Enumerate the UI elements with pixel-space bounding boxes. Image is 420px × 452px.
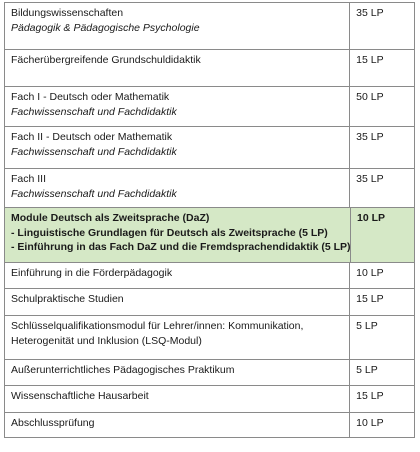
- module-cell: [5, 169, 350, 207]
- module-cell: [5, 360, 350, 385]
- module-title: Bildungswissenschaften: [11, 7, 124, 19]
- table-row: [5, 413, 415, 438]
- module-cell: [5, 316, 350, 359]
- module-subtitle: Fachwissenschaft und Fachdidaktik: [11, 145, 177, 158]
- module-cell: [5, 50, 350, 86]
- module-title: Wissenschaftliche Hausarbeit: [11, 390, 149, 402]
- module-title: Fach II - Deutsch oder Mathematik: [11, 131, 173, 143]
- credit-points: 50 LP: [350, 87, 415, 126]
- credit-points: 15 LP: [350, 50, 415, 86]
- module-subtitle: Pädagogik & Pädagogische Psychologie: [11, 21, 200, 34]
- module-title: Abschlussprüfung: [11, 417, 95, 429]
- module-cell: [5, 127, 350, 168]
- table-row: [5, 3, 415, 50]
- table-row: [5, 386, 415, 413]
- credit-points: 15 LP: [350, 386, 415, 412]
- credit-table: [4, 2, 415, 438]
- table-row: [5, 289, 415, 316]
- module-cell: [5, 3, 350, 49]
- table-row: [5, 87, 415, 127]
- module-title: Fach I - Deutsch oder Mathematik: [11, 91, 170, 103]
- table-row: [5, 169, 415, 208]
- module-title: Einführung in die Förderpädagogik: [11, 267, 173, 279]
- module-subtitle: Fachwissenschaft und Fachdidaktik: [11, 187, 177, 200]
- table-row: [5, 360, 415, 386]
- module-cell: [5, 208, 351, 262]
- module-cell: [5, 263, 350, 288]
- module-title: Schulpraktische Studien: [11, 293, 124, 305]
- module-cell: [5, 87, 350, 126]
- credit-points: 5 LP: [350, 316, 415, 359]
- module-detail: - Linguistische Grundlagen für Deutsch als Zweitsprache (5 LP): [11, 226, 328, 239]
- credit-points: 10 LP: [350, 413, 415, 437]
- credit-points: 5 LP: [350, 360, 415, 385]
- module-detail: - Einführung in das Fach DaZ und die Fremdsprachendidaktik (5 LP): [11, 241, 351, 253]
- table-row: [5, 263, 415, 289]
- credit-points: 10 LP: [351, 208, 415, 262]
- module-cell: [5, 386, 350, 412]
- module-title: Fächerübergreifende Grundschuldidaktik: [11, 54, 201, 66]
- credit-points: 10 LP: [350, 263, 415, 288]
- module-title-continued: Heterogenität und Inklusion (LSQ-Modul): [11, 334, 202, 347]
- credit-points: 35 LP: [350, 3, 415, 49]
- module-cell: [5, 413, 350, 437]
- credit-points: 35 LP: [350, 127, 415, 168]
- credit-points: 15 LP: [350, 289, 415, 315]
- table-row: [5, 316, 415, 360]
- table-row: [5, 50, 415, 87]
- module-title: Fach III: [11, 173, 47, 185]
- credit-points: 35 LP: [350, 169, 415, 207]
- module-title: Außerunterrichtliches Pädagogisches Praktikum: [11, 364, 235, 376]
- module-title: Module Deutsch als Zweitsprache (DaZ): [11, 212, 210, 224]
- module-title: Schlüsselqualifikationsmodul für Lehrer/innen: Kommunikation,: [11, 320, 304, 332]
- module-cell: [5, 289, 350, 315]
- table-row-highlighted: [5, 208, 415, 263]
- module-subtitle: Fachwissenschaft und Fachdidaktik: [11, 105, 177, 118]
- table-row: [5, 127, 415, 169]
